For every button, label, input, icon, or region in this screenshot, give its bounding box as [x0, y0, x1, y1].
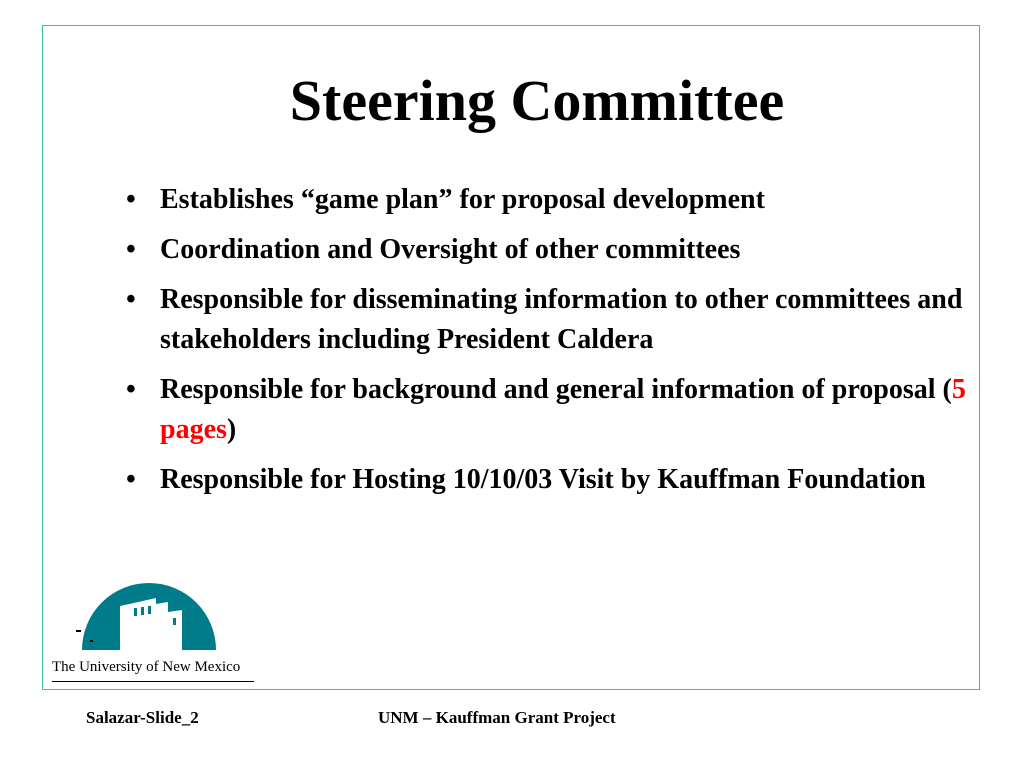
bullet-marker: • — [126, 184, 136, 215]
bullet-text — [160, 374, 966, 445]
bullet-item — [112, 460, 982, 500]
bullet-marker: • — [126, 464, 136, 495]
university-name: The University of New Mexico — [52, 659, 241, 675]
bullet-item — [112, 230, 982, 270]
bullet-text-before: Responsible for background and general information of proposal ( — [160, 374, 952, 405]
bullet-text: Coordination and Oversight of other committees — [160, 234, 741, 265]
bullet-text-after: ) — [226, 414, 237, 445]
bullet-item — [112, 180, 982, 220]
bullet-text: Establishes “game plan” for proposal development — [160, 184, 765, 215]
bullet-text: Responsible for Hosting 10/10/03 Visit by Kauffman Foundation — [160, 464, 926, 495]
bullet-list — [112, 180, 982, 510]
footer-project-title: UNM – Kauffman Grant Project — [378, 708, 616, 727]
slide-title: Steering Committee — [289, 68, 785, 133]
footer-slide-id: Salazar-Slide_2 — [86, 708, 199, 727]
bullet-marker: • — [126, 234, 136, 265]
logo-underline — [52, 681, 254, 682]
bullet-item — [112, 370, 982, 450]
bullet-item — [112, 280, 982, 360]
bullet-marker: • — [126, 374, 136, 405]
bullet-text: Responsible for disseminating information to other committees and stakeholders including President Caldera — [160, 284, 963, 355]
page-count-highlight: 5 pages — [160, 374, 966, 445]
bullet-marker: • — [126, 284, 136, 315]
